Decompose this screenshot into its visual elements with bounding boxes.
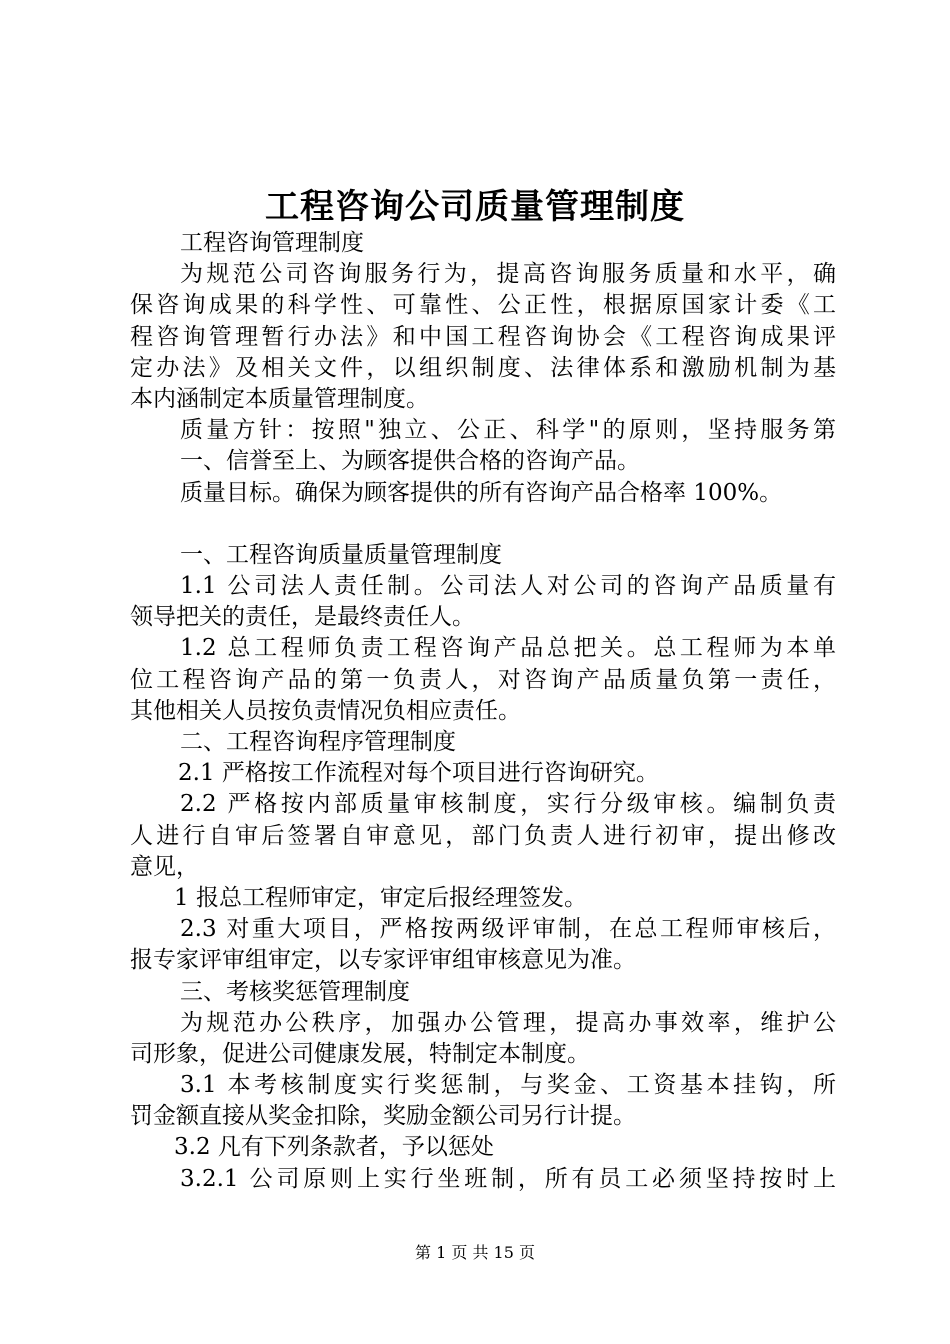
page-footer: 第 1 页 共 15 页 — [415, 1243, 535, 1262]
paragraph-line: 位工程咨询产品的第一负责人，对咨询产品质量负第一责任， — [130, 666, 836, 693]
paragraph-line: 3.1 本考核制度实行奖惩制，与奖金、工资基本挂钩，所 — [180, 1072, 836, 1099]
document-title: 工程咨询公司质量管理制度 — [265, 187, 685, 227]
paragraph-line: 保咨询成果的科学性、可靠性、公正性，根据原国家计委《工 — [130, 292, 836, 319]
paragraph-line: 质量方针：按照"独立、公正、科学"的原则，坚持服务第 — [180, 417, 836, 444]
paragraph-line: 3.2 凡有下列条款者，予以惩处 — [174, 1134, 494, 1161]
paragraph-line: 意见， — [130, 853, 199, 880]
paragraph-line: 报专家评审组审定，以专家评审组审核意见为准。 — [130, 947, 636, 974]
paragraph-line: 为规范公司咨询服务行为，提高咨询服务质量和水平，确 — [180, 261, 836, 288]
paragraph-line: 人进行自审后签署自审意见，部门负责人进行初审，提出修改 — [130, 822, 836, 849]
paragraph-line: 定办法》及相关文件，以组织制度、法律体系和激励机制为基 — [130, 354, 836, 381]
paragraph-line: 1 报总工程师审定，审定后报经理签发。 — [174, 884, 587, 911]
paragraph-line: 其他相关人员按负责情况负相应责任。 — [130, 697, 521, 724]
document-body — [130, 228, 836, 1195]
paragraph-line: 2.2 严格按内部质量审核制度，实行分级审核。编制负责 — [180, 791, 836, 818]
section-heading: 三、考核奖惩管理制度 — [180, 978, 410, 1005]
paragraph-line: 一、信誉至上、为顾客提供合格的咨询产品。 — [180, 448, 640, 475]
paragraph-line: 2.3 对重大项目，严格按两级评审制，在总工程师审核后， — [180, 916, 836, 943]
paragraph-line: 程咨询管理暂行办法》和中国工程咨询协会《工程咨询成果评 — [130, 323, 836, 350]
paragraph-line: 质量目标。确保为顾客提供的所有咨询产品合格率 100%。 — [180, 479, 783, 506]
section-heading: 工程咨询管理制度 — [180, 230, 364, 256]
paragraph-line: 1.1 公司法人责任制。公司法人对公司的咨询产品质量有 — [180, 573, 836, 600]
paragraph-line: 罚金额直接从奖金扣除，奖励金额公司另行计提。 — [130, 1103, 636, 1130]
blank-line — [130, 509, 836, 540]
section-heading: 二、工程咨询程序管理制度 — [180, 729, 456, 755]
paragraph-line: 本内涵制定本质量管理制度。 — [130, 385, 429, 412]
paragraph-line: 3.2.1 公司原则上实行坐班制，所有员工必须坚持按时上 — [180, 1165, 836, 1192]
paragraph-line: 2.1 严格按工作流程对每个项目进行咨询研究。 — [178, 760, 659, 787]
paragraph-line: 1.2 总工程师负责工程咨询产品总把关。总工程师为本单 — [180, 635, 836, 662]
paragraph-line: 为规范办公秩序，加强办公管理，提高办事效率，维护公 — [180, 1009, 836, 1036]
paragraph-line: 领导把关的责任，是最终责任人。 — [130, 604, 475, 631]
section-heading: 一、工程咨询质量质量管理制度 — [180, 541, 502, 568]
paragraph-line: 司形象，促进公司健康发展，特制定本制度。 — [130, 1040, 590, 1067]
